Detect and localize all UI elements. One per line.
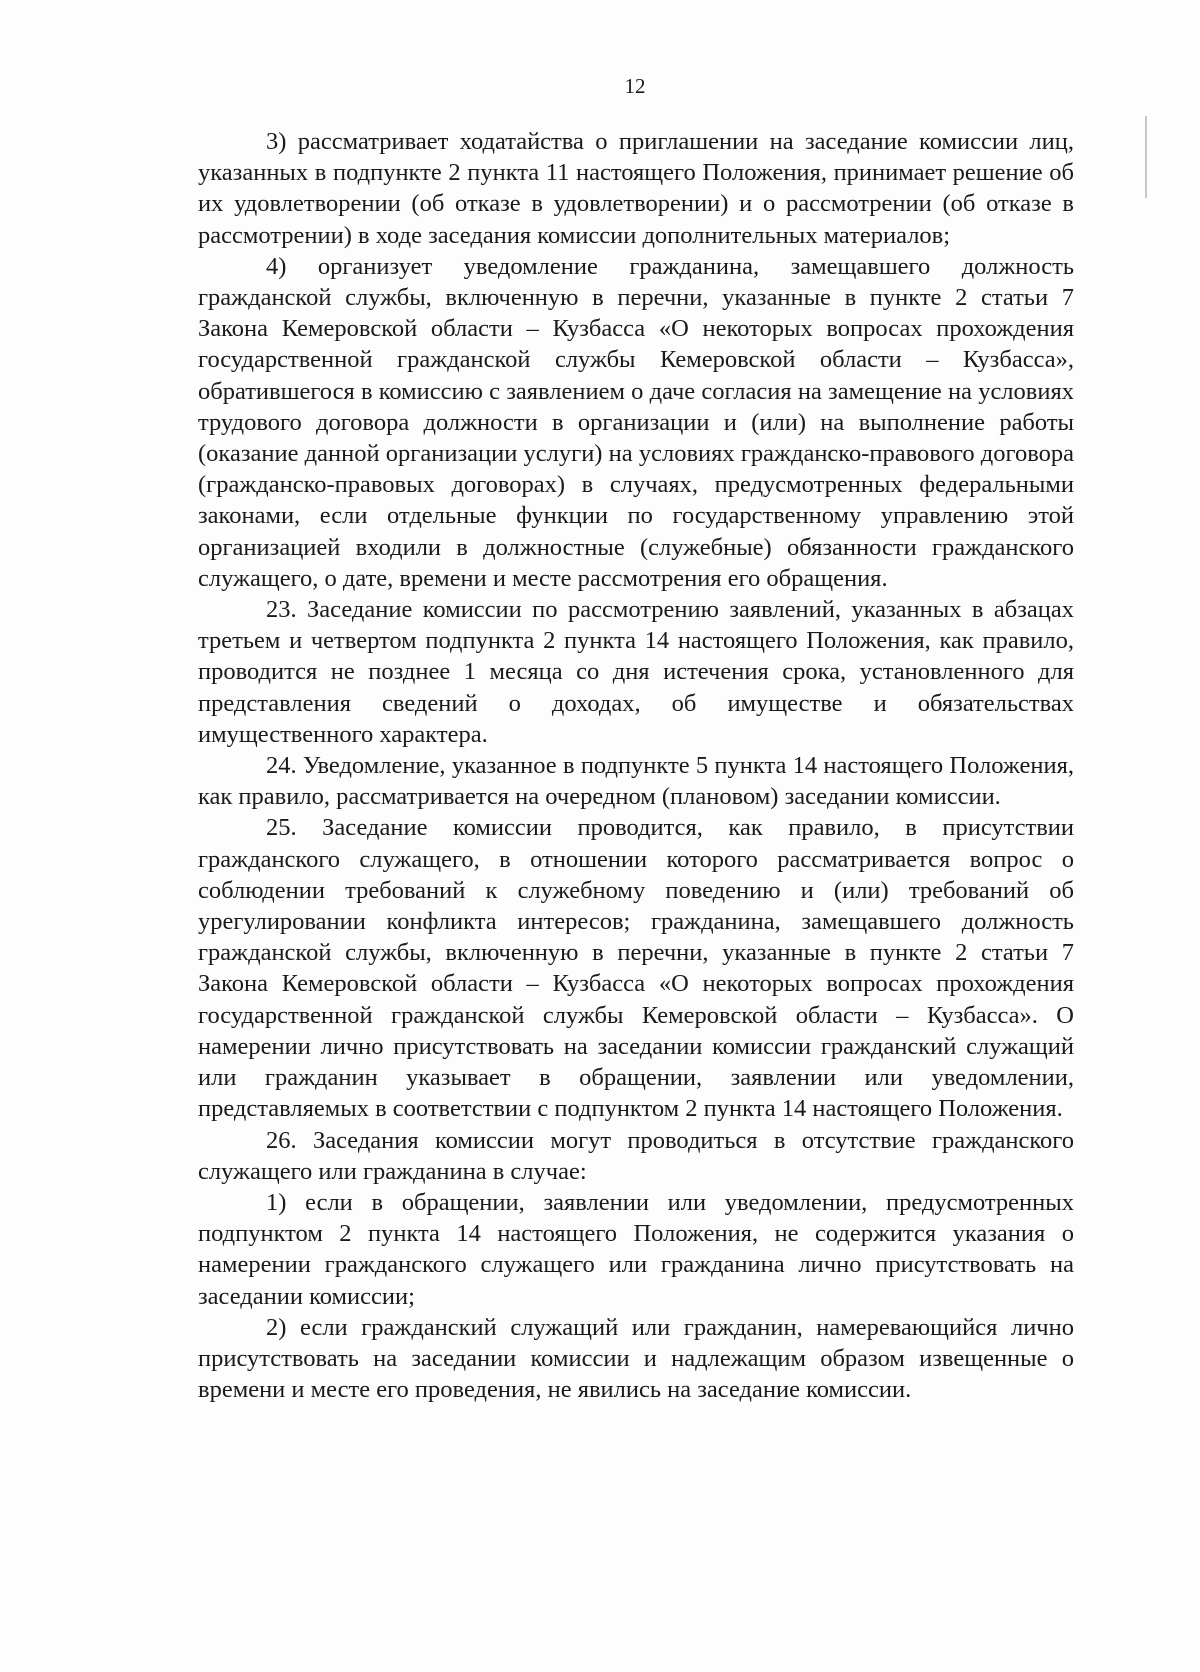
- paragraph-23: 23. Заседание комиссии по рассмотрению заявлений, указанных в абзацах третьем и четвертом подпункта 2 пункта 14 настоящего Положения, как правило, проводится не позднее 1 месяца со дня истечения срока, установленного для представления сведений о доходах, об имуществе и обязательствах имущественного характера.: [198, 596, 1074, 748]
- paragraph-25: 25. Заседание комиссии проводится, как правило, в присутствии гражданского служащего, в отношении которого рассматривается вопрос о соблюдении требований к служебному поведению и (или) требований об урегулировании конфликта интересов; гражданина, замещавшего должность гражданской службы, включенную в перечни, указанные в пункте 2 статьи 7 Закона Кемеровской области – Кузбасса «О некоторых вопросах прохождения государственной гражданской службы Кемеровской области – Кузбасса». О намерении лично присутствовать на заседании комиссии гражданский служащий или гражданин указывает в обращении, заявлении или уведомлении, представляемых в соответствии с подпунктом 2 пункта 14 настоящего Положения.: [198, 814, 1074, 1123]
- paragraph-item-3: 3) рассматривает ходатайства о приглашении на заседание комиссии лиц, указанных в подпункте 2 пункта 11 настоящего Положения, принимает решение об их удовлетворении (об отказе в удовлетворении) и о рассмотрении (об отказе в рассмотрении) в ходе заседания комиссии дополнительных материалов;: [198, 128, 1074, 249]
- paragraph-26-item-1: 1) если в обращении, заявлении или уведомлении, предусмотренных подпунктом 2 пункта 14 настоящего Положения, не содержится указания о намерении гражданского служащего или гражданина лично присутствовать на заседании комиссии;: [198, 1188, 1074, 1310]
- scan-artifact: [1145, 116, 1147, 198]
- page-number: 12: [624, 74, 646, 98]
- paragraph-item-4: 4) организует уведомление гражданина, замещавшего должность гражданской службы, включенную в перечни, указанные в пункте 2 статьи 7 Закона Кемеровской области – Кузбасса «О некоторых вопросах прохождения государственной гражданской службы Кемеровской области – Кузбасса», обратившегося в комиссию с заявлением о даче согласия на замещение на условиях трудового договора должности в организации и (или) на выполнение работы (оказание данной организации услуги) на условиях гражданско-правового договора (гражданско-правовых договорах) в случаях, предусмотренных федеральными законами, если отдельные функции по государственному управлению этой организацией входили в должностные (служебные) обязанности гражданского служащего, о дате, времени и месте рассмотрения его обращения.: [198, 252, 1074, 592]
- paragraph-26-item-2: 2) если гражданский служащий или гражданин, намеревающийся лично присутствовать на заседании комиссии и надлежащим образом извещенные о времени и месте его проведения, не явились на заседание комиссии.: [198, 1313, 1074, 1404]
- document-body: [198, 126, 1074, 1405]
- paragraph-24: 24. Уведомление, указанное в подпункте 5 пункта 14 настоящего Положения, как правило, рассматривается на очередном (плановом) заседании комиссии.: [198, 752, 1074, 811]
- paragraph-26: 26. Заседания комиссии могут проводиться в отсутствие гражданского служащего или гражданина в случае:: [198, 1126, 1074, 1185]
